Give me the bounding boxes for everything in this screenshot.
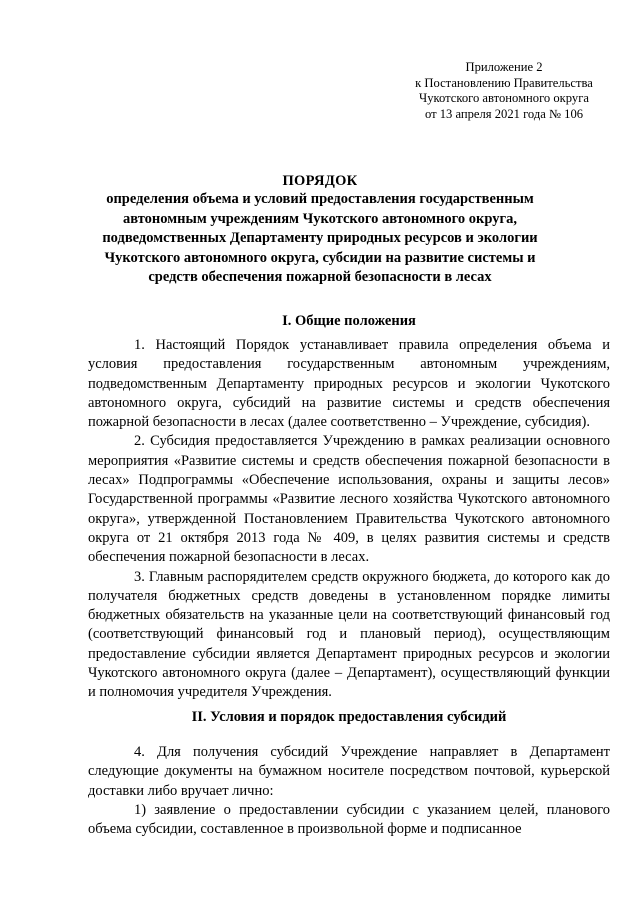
paragraph-4-item-1: 1) заявление о предоставлении субсидии с указанием целей, планового объема субсидии, составленное в произвольной форме и подписанное xyxy=(88,801,610,838)
document-subtitle: определения объема и условий предоставления государственным автономным учреждениям Чукотского автономного округа, подведомственных Департаменту природных ресурсов и экологии Чукотского автономного округа, субсидии на развитие системы и средств обеспечения пожарной безопасности в лесах xyxy=(102,191,538,285)
paragraph-4: 4. Для получения субсидий Учреждение направляет в Департамент следующие документы на бумажном носителе посредством почтовой, курьерской доставки либо вручает лично: xyxy=(88,744,610,799)
document-title-block xyxy=(88,172,552,288)
appendix-reference xyxy=(404,60,604,122)
section-2-body xyxy=(88,743,610,839)
document-title: ПОРЯДОК xyxy=(282,173,358,189)
paragraph-2: 2. Субсидия предоставляется Учреждению в рамках реализации основного мероприятия «Развитие системы и средств обеспечения пожарной безопасности в лесах» Подпрограммы «Обеспечение использования, охраны и защиты лесов» Государственной программы «Развитие лесного хозяйства Чукотского автономного округа», утвержденной Постановлением Правительства Чукотского автономного округа от 21 октября 2013 года № 409, в целях развития системы и средств обеспечения пожарной безопасности в лесах. xyxy=(88,433,610,566)
section-2-heading: II. Условия и порядок предоставления субсидий xyxy=(191,709,507,725)
appendix-line-4: от 13 апреля 2021 года № 106 xyxy=(424,106,584,121)
appendix-line-3: Чукотского автономного округа xyxy=(419,91,589,105)
paragraph-3: 3. Главным распорядителем средств окружного бюджета, до которого как до получателя бюджетных средств доведены в установленном порядке лимиты бюджетных обязательств на указанные цели на соответствующий финансовый год (соответствующий финансовый год и плановый период), осуществляющим предоставление субсидии является Департамент природных ресурсов и экологии Чукотского автономного округа (далее – Департамент), осуществляющий функции и полномочия учредителя Учреждения. xyxy=(88,568,610,701)
appendix-line-2: к Постановлению Правительства xyxy=(415,75,593,90)
section-1-heading: I. Общие положения xyxy=(282,313,416,329)
appendix-line-1: Приложение 2 xyxy=(465,60,543,74)
paragraph-1: 1. Настоящий Порядок устанавливает правила определения объема и условия предоставления государственным автономным учреждениям, подведомственным Департаменту природных ресурсов и экологии Чукотского автономного округа, субсидий на развитие системы и средств обеспечения пожарной безопасности в лесах (далее соответственно – Учреждение, субсидия). xyxy=(88,337,610,431)
section-1-body xyxy=(88,336,610,703)
